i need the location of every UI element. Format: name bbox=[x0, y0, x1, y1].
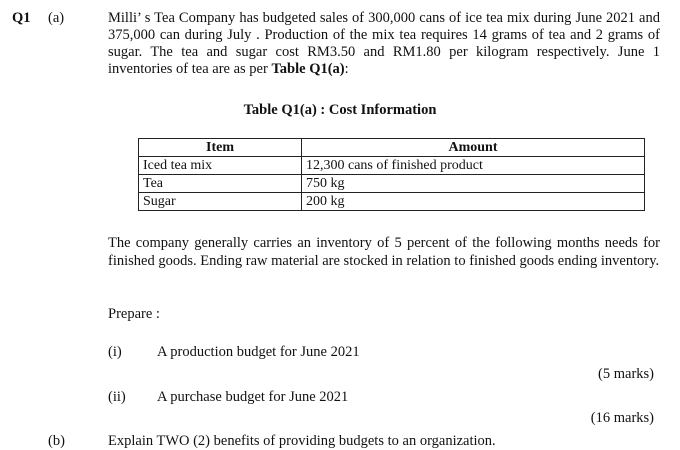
cost-information-table bbox=[138, 138, 645, 211]
header-item: Item bbox=[139, 139, 302, 157]
cell-amount: 750 kg bbox=[302, 175, 645, 193]
prepare-label: Prepare : bbox=[108, 306, 160, 322]
intro-table-reference: Table Q1(a) bbox=[271, 61, 345, 77]
header-amount: Amount bbox=[302, 139, 645, 157]
table-row bbox=[139, 193, 645, 211]
task-text: A production budget for June 2021 bbox=[157, 344, 360, 360]
cell-amount: 200 kg bbox=[302, 193, 645, 211]
cell-item: Iced tea mix bbox=[139, 157, 302, 175]
intro-end-punctuation: : bbox=[344, 61, 349, 77]
cell-item: Tea bbox=[139, 175, 302, 193]
question-intro-paragraph bbox=[108, 10, 660, 78]
next-part-text: Explain TWO (2) benefits of providing budgets to an organization. bbox=[108, 433, 496, 449]
task-number: (i) bbox=[108, 344, 122, 360]
task-marks: (16 marks) bbox=[590, 410, 654, 426]
task-number: (ii) bbox=[108, 389, 126, 405]
table-row bbox=[139, 175, 645, 193]
task-text: A purchase budget for June 2021 bbox=[157, 389, 349, 405]
table-title: Table Q1(a) : Cost Information bbox=[243, 102, 437, 118]
intro-text: Milli’ s Tea Company has budgeted sales of 300,000 cans of ice tea mix during June 2021 and 375,000 can during July . Production of the mix tea requires 14 grams of tea and 2 grams of sugar. The tea and sugar cost RM3.50 and RM1.80 per kilogram respectively. June 1 inventories of tea are as per bbox=[108, 10, 660, 77]
table-row bbox=[139, 157, 645, 175]
task-marks: (5 marks) bbox=[598, 366, 654, 382]
question-number: Q1 bbox=[12, 10, 31, 26]
table-header-row bbox=[139, 139, 645, 157]
next-part-number: (b) bbox=[48, 433, 65, 449]
question-part-label: (a) bbox=[48, 10, 65, 26]
cell-item: Sugar bbox=[139, 193, 302, 211]
cell-amount: 12,300 cans of finished product bbox=[302, 157, 645, 175]
inventory-policy-paragraph: The company generally carries an inventory of 5 percent of the following months needs for finished goods. Ending raw material are stocked in relation to finished goods ending inventory. bbox=[108, 235, 660, 269]
